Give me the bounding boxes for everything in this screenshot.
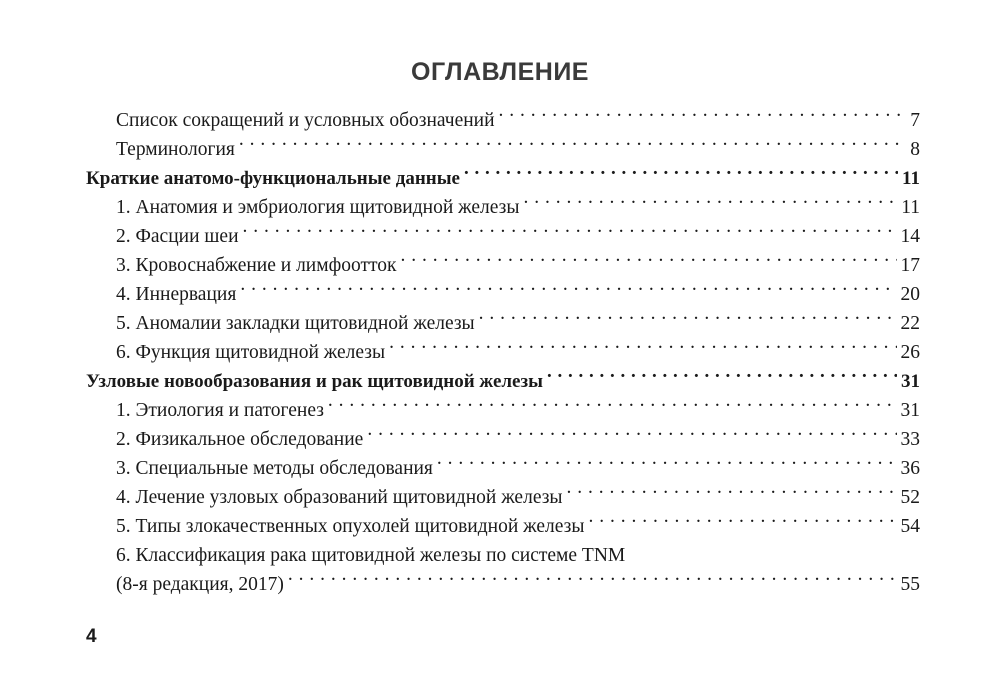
toc-entry-page: 31 — [900, 400, 920, 421]
toc-entry-etiology[interactable] — [86, 396, 920, 425]
toc-entry-text: 4. Лечение узловых образований щитовидной железы — [116, 487, 563, 508]
table-of-contents — [86, 106, 920, 599]
toc-entry-page: 14 — [900, 226, 920, 247]
toc-entry-page: 17 — [900, 255, 920, 276]
toc-entry-text: 5. Аномалии закладки щитовидной железы — [116, 313, 475, 334]
toc-section-page: 31 — [901, 371, 920, 392]
dot-leader — [243, 223, 897, 243]
toc-entry-function[interactable] — [86, 338, 920, 367]
toc-entry-page: 36 — [900, 458, 920, 479]
dot-leader — [523, 194, 897, 214]
toc-entry-text: 6. Функция щитовидной железы — [116, 342, 386, 363]
page-number: 4 — [86, 626, 97, 647]
toc-entry-page: 33 — [900, 429, 920, 450]
toc-entry-page: 52 — [900, 487, 920, 508]
toc-entry-neck-fascia[interactable] — [86, 222, 920, 251]
toc-entry-text-line1: 6. Классификация рака щитовидной железы по системе TNM — [116, 545, 626, 566]
toc-entry-page: 22 — [900, 313, 920, 334]
toc-entry-text: 2. Физикальное обследование — [116, 429, 364, 450]
toc-entry-text: 5. Типы злокачественных опухолей щитовидной железы — [116, 516, 585, 537]
dot-leader — [464, 165, 898, 184]
toc-entry-anatomy-embryology[interactable] — [86, 193, 920, 222]
toc-entry-abbreviations[interactable] — [86, 106, 920, 135]
toc-entry-page: 11 — [901, 197, 920, 218]
dot-leader — [389, 339, 896, 359]
dot-leader — [240, 281, 896, 301]
toc-entry-innervation[interactable] — [86, 280, 920, 309]
dot-leader — [479, 310, 897, 330]
toc-entry-physical-exam[interactable] — [86, 425, 920, 454]
toc-entry-terminology[interactable] — [86, 135, 920, 164]
dot-leader — [499, 107, 907, 127]
toc-entry-text-line2: (8-я редакция, 2017) — [116, 574, 284, 595]
dot-leader — [239, 136, 906, 156]
toc-entry-page: 26 — [900, 342, 920, 363]
toc-entry-page: 20 — [900, 284, 920, 305]
toc-entry-text: 3. Кровоснабжение и лимфоотток — [116, 255, 397, 276]
toc-entry-page: 54 — [900, 516, 920, 537]
toc-entry-text: 1. Анатомия и эмбриология щитовидной железы — [116, 197, 520, 218]
dot-leader — [400, 252, 896, 272]
toc-section-text: Краткие анатомо-функциональные данные — [86, 168, 460, 189]
toc-entry-blood-supply[interactable] — [86, 251, 920, 280]
toc-entry-special-methods[interactable] — [86, 454, 920, 483]
page-title: ОГЛАВЛЕНИЕ — [411, 58, 589, 86]
toc-entry-treatment[interactable] — [86, 483, 920, 512]
toc-section-page: 11 — [902, 168, 920, 189]
toc-entry-tnm-classification[interactable] — [86, 541, 920, 599]
dot-leader — [367, 426, 896, 446]
dot-leader — [437, 455, 897, 475]
toc-entry-text: Терминология — [116, 139, 235, 160]
dot-leader — [588, 513, 896, 533]
dot-leader — [547, 368, 897, 387]
toc-entry-text: 1. Этиология и патогенез — [116, 400, 324, 421]
toc-entry-page: 7 — [910, 110, 920, 131]
toc-entry-text: Список сокращений и условных обозначений — [116, 110, 495, 131]
toc-section-text: Узловые новообразования и рак щитовидной железы — [86, 371, 543, 392]
dot-leader — [567, 484, 897, 504]
toc-entry-line2 — [116, 570, 920, 599]
toc-entry-text: 4. Иннервация — [116, 284, 237, 305]
toc-entry-anomalies[interactable] — [86, 309, 920, 338]
toc-section-anatomy[interactable] — [86, 164, 920, 193]
toc-entry-text: 2. Фасции шеи — [116, 226, 239, 247]
toc-entry-tumor-types[interactable] — [86, 512, 920, 541]
toc-entry-page: 8 — [910, 139, 920, 160]
toc-section-nodules-cancer[interactable] — [86, 367, 920, 396]
toc-entry-page: 55 — [900, 574, 920, 595]
dot-leader — [328, 397, 897, 417]
dot-leader — [288, 571, 897, 591]
toc-entry-text: 3. Специальные методы обследования — [116, 458, 433, 479]
